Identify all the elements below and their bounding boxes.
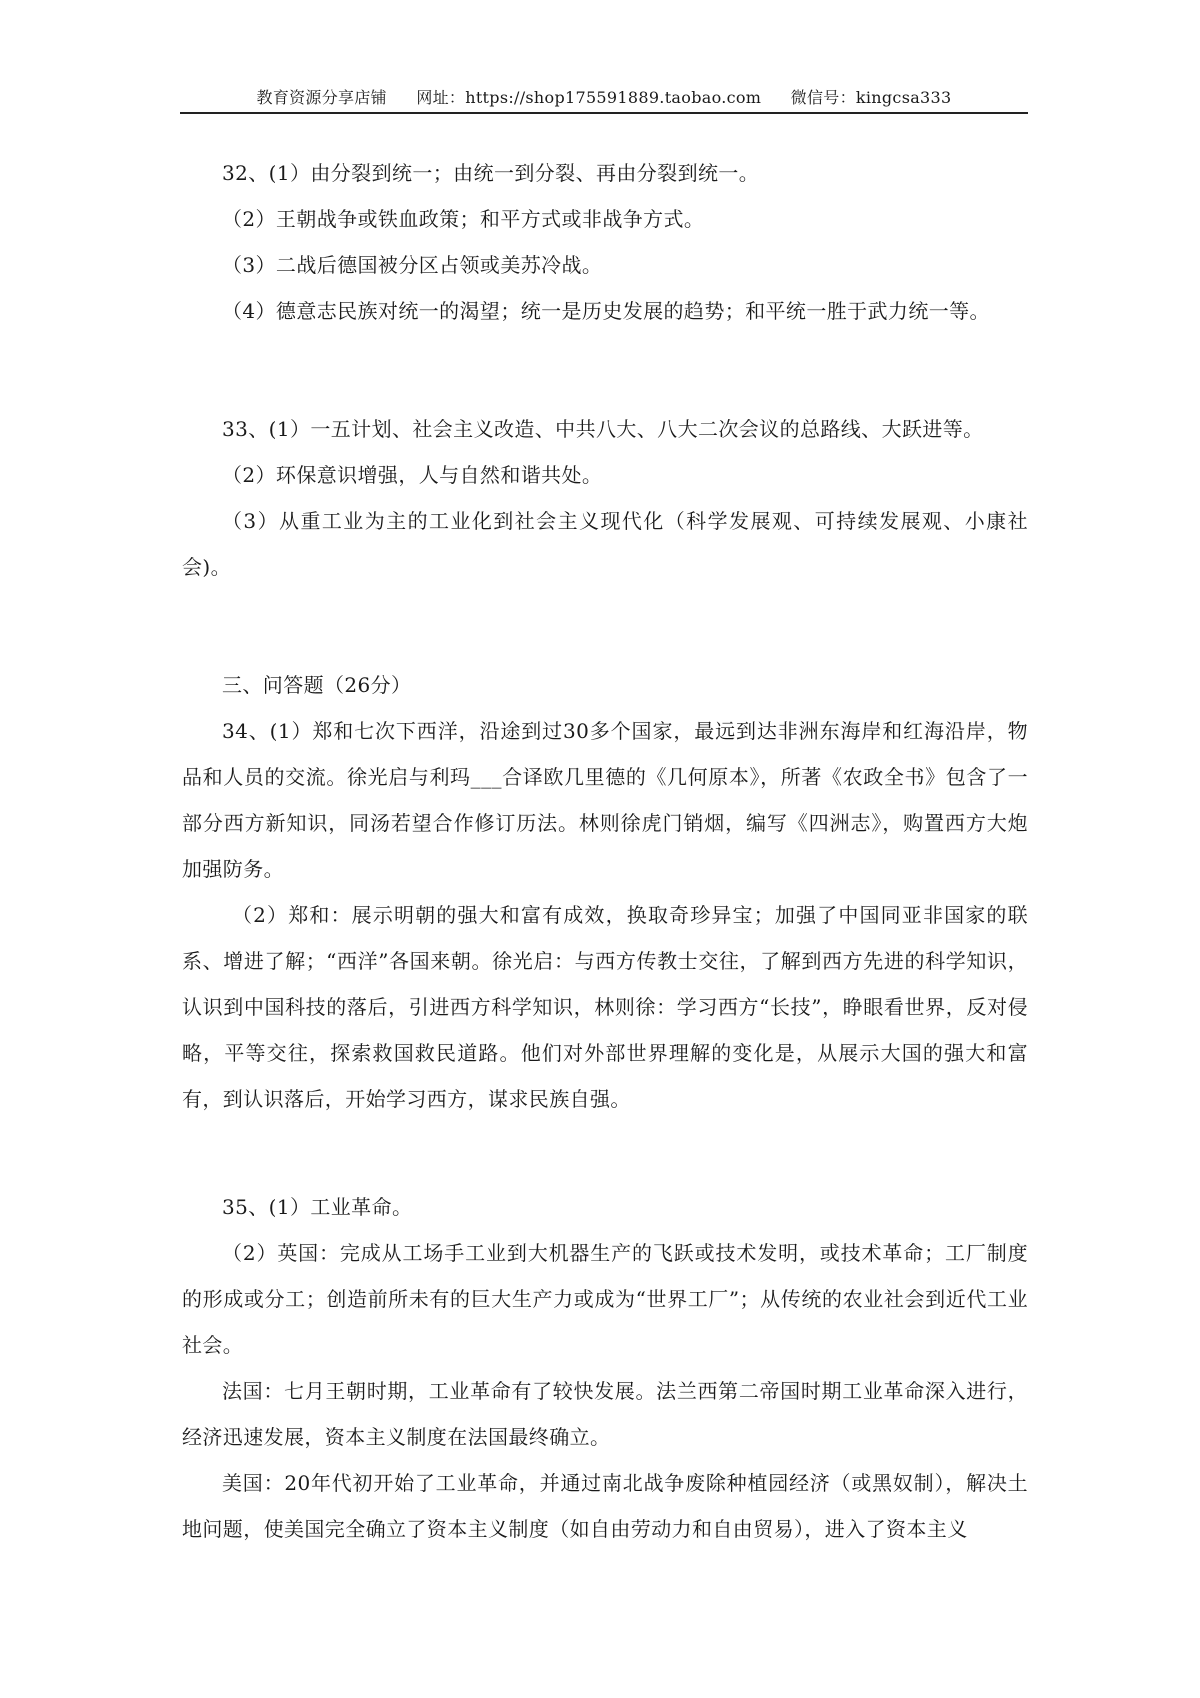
q33-part1: 33、(1）一五计划、社会主义改造、中共八大、八大二次会议的总路线、大跃进等。: [222, 417, 984, 441]
q35-part3: 法国：七月王朝时期，工业革命有了较快发展。法兰西第二帝国时期工业革命深入进行，经济迅速发展，资本主义制度在法国最终确立。: [182, 1379, 1028, 1449]
q32-part4: （4）德意志民族对统一的渴望；统一是历史发展的趋势；和平统一胜于武力统一等。: [222, 299, 990, 323]
q33-part3: （3）从重工业为主的工业化到社会主义现代化（科学发展观、可持续发展观、小康社会)。: [182, 509, 1028, 579]
spacer: [182, 334, 1028, 406]
wechat-id: 微信号：kingcsa333: [790, 88, 952, 107]
q32-part1: 32、(1）由分裂到统一；由统一到分裂、再由分裂到统一。: [222, 161, 760, 185]
q35-part1: 35、(1）工业革命。: [222, 1195, 413, 1219]
q33-part2: （2）环保意识增强，人与自然和谐共处。: [222, 463, 603, 487]
spacer: [182, 590, 1028, 662]
section-title: 三、问答题（26分）: [222, 673, 412, 697]
q35-part4: 美国：20年代初开始了工业革命，并通过南北战争废除种植园经济（或黑奴制），解决土地问题，使美国完全确立了资本主义制度（如自由劳动力和自由贸易），进入了资本主义: [182, 1471, 1028, 1541]
shop-name: 教育资源分享店铺: [256, 88, 387, 107]
q34-part1: 34、(1）郑和七次下西洋，沿途到过30多个国家，最远到达非洲东海岸和红海沿岸，物品和人员的交流。徐光启与利玛___合译欧几里德的《几何原本》，所著《农政全书》包含了一部分西方新知识，同汤若望合作修订历法。林则徐虎门销烟，编写《四洲志》，购置西方大炮加强防务。: [182, 719, 1028, 881]
q35-part2: （2）英国：完成从工场手工业到大机器生产的飞跃或技术发明，或技术革命；工厂制度的形成或分工；创造前所未有的巨大生产力或成为“世界工厂”；从传统的农业社会到近代工业社会。: [182, 1241, 1028, 1357]
spacer: [182, 1122, 1028, 1184]
q32-part3: （3）二战后德国被分区占领或美苏冷战。: [222, 253, 603, 277]
q34-part2: （2）郑和：展示明朝的强大和富有成效，换取奇珍异宝；加强了中国同亚非国家的联系、增进了解；“西洋”各国来朝。徐光启：与西方传教士交往，了解到西方先进的科学知识，认识到中国科技的落后，引进西方科学知识，林则徐：学习西方“长技”，睁眼看世界，反对侵略，平等交往，探索救国救民道路。他们对外部世界理解的变化是，从展示大国的强大和富有，到认识落后，开始学习西方，谋求民族自强。: [182, 903, 1028, 1111]
q32-part2: （2）王朝战争或铁血政策；和平方式或非战争方式。: [222, 207, 705, 231]
shop-url: 网址：https://shop175591889.taobao.com: [416, 88, 762, 107]
answer-content: [182, 150, 1028, 1552]
page-header: [180, 86, 1028, 114]
